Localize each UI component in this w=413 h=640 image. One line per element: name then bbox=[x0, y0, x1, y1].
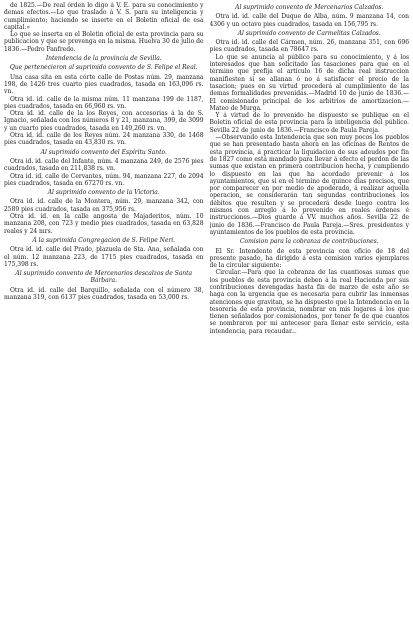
left-heading: Al suprimido convento de Mercenarios descalzos de Santa Bárbara. bbox=[15, 270, 193, 285]
columns bbox=[4, 2, 409, 638]
left-heading: Al suprimido convento de la Victoria. bbox=[47, 189, 160, 197]
left-heading: Á la suprimida Congregacion de S. Felipe Neri. bbox=[32, 236, 176, 244]
right-paragraph: Otra id. id. calle del Cármen, núm. 26, manzana 351, con 696 pies cuadrados, tasada en 78647 rs. bbox=[209, 39, 409, 54]
left-heading: Que pertenecieron al suprimido convento de S. Felipe el Real. bbox=[9, 64, 198, 72]
left-paragraph: Otra id. id. calle del Barquillo, señalada con el número 38, manzana 319, con 6137 pies cuadrados, tasada en 53,000 rs. bbox=[4, 286, 204, 301]
right-paragraph: Circular.—Para que la cobranza de las cuantiosas sumas que los pueblos de esta provincia deben á la real Hacienda por sus contribuciones devengadas hasta fin de marzo de este año se haga con la urgencia que es necesaria para cubrir las inmensas atenciones que gravitan, se ha dispuesto que la Intendencia en la tesorería de esta provincia, nombrar en mis lugares á los que tienen señalados por comisionados, por tener fe de que cuantos se nombraron por mi antecesor para llenar este servicio, esta intendencia, para recaudar... bbox=[209, 269, 409, 335]
right-heading: Comision para la cobranza de contribuciones. bbox=[239, 238, 379, 246]
left-paragraph: Una casa sita en esta córte calle de Postas núm. 29, manzana 198, de 1426 tres cuarto pies cuadrados, tasada en 163,096 rs. vn. bbox=[4, 73, 204, 96]
left-paragraph: Otra id. id. calle de Cervantes, núm. 94, manzana 227, de 2094 pies cuadrados, tasada en 67270 rs. vn. bbox=[4, 172, 204, 187]
left-heading: Al suprimido convento del Espíritu Santo. bbox=[40, 148, 167, 156]
left-paragraph: Otra id. id. en la calle angosta de Majaderitos, núm. 10 manzana 208, con 723 y medio pies cuadrados, tasada en 63,828 reales y 24 mrs. bbox=[4, 213, 204, 235]
right-paragraph: Otra id. id. calle del Duque de Alba, núm. 9 manzana 14, con 4306 y un octavo pies cuadrados, tasada en 156,795 rs. bbox=[209, 13, 409, 28]
left-paragraph: de 1825.—De real órden lo digo á V. E. para su conocimiento y demas efectos.—Lo que traslado á V. S. para su inteligencia y cumplimiento; haciendo se inserte en el Boletin oficial de esa capital.» bbox=[4, 2, 204, 31]
left-heading: Intendencia de la provincia de Sevilla. bbox=[45, 55, 162, 63]
left-column bbox=[4, 2, 204, 638]
left-paragraph: Otra id. id. calle del Infante, núm. 4 manzana 249, de 2576 pies cuadrados, tasada en 211,838 rs. vn. bbox=[4, 157, 204, 173]
left-paragraph: Otra id. id. calle de la Montera, núm. 29, manzana 342, con 2589 pies cuadrados, tasada en 375,956 rs. bbox=[4, 198, 204, 213]
left-paragraph: Otra id. id. calle de la misma núm. 11 manzana 199 de 1187, pies cuadrados, tasada en 66,960 rs. vn. bbox=[4, 95, 204, 110]
left-paragraph: Lo que se inserta en el Boletin oficial de esta provincia para su publicacion y que se prevenga en la misma. Huelva 30 de julio de 1836.—Pedro Panfredo. bbox=[4, 31, 204, 53]
left-paragraph: Otra id. id. calle del Prado, plazuela de Sta. Ana, señalada con el núm. 12 manzana 223, de 1715 pies cuadrados, tasada en 175,398 rs. bbox=[4, 246, 204, 268]
left-paragraph: Otra id. id. calle de los Reyes núm. 24 manzana 330, de 1468 pies cuadrados, tasada en 43,830 rs. vn. bbox=[4, 132, 204, 147]
right-heading: Al suprimido convento de Carmelitas Calzados. bbox=[237, 29, 381, 37]
right-paragraph: El Sr. Intendente de esta provincia con oficio de 18 del presente pasado, ha dirigido á esta comision varios ejemplares de la circular siguiente: bbox=[209, 247, 409, 270]
left-paragraph: Otra id. id. calle de la los Reyes, con accesorias á la de S. Ignacio, señalada con los números 8 y 21, manzana, 399, de 3099 y un cuarto pies cuadrados, tasada en 149,260 rs. vn. bbox=[4, 110, 204, 132]
right-column bbox=[210, 2, 410, 638]
right-paragraph: Y á virtud de lo prevenido he dispuesto se publique en el Boletin oficial de esta provincia para la inteligencia del público. Sevilla 22 de junio de 1836.—Francisco de Paula Pareja. bbox=[209, 112, 409, 134]
right-heading: Al suprimido convento de Mercenarios Calzados. bbox=[235, 4, 384, 11]
right-paragraph: Lo que se anuncia al público para su conocimiento, y á los interesados que han solicitado las tasaciones para que en el término que prefija el artículo 16 de dicha real instruccion manifiesten si se allanan ó no á satisfacer el precio de la tasacion; pues en su virtud procederá al cumplimiento de las demas formalidades prevenidas.—Madrid 10 de junio de 1836.—El comisionado principal de los arbitrios de amortizacion.—Mateo de Murga. bbox=[209, 53, 409, 112]
right-paragraph: —Observando esta Intendencia que son muy pocos los pueblos que se han presentado hasta ahora en las oficinas de Rentos de esta provincia, á practicar la liquidacion de sus adeudos por fin de 1827 como está mandado para llevar á efecto el perdon de las sumas que existan en primera contribucion hecha, y cumpliendo lo dispuesto en las que ha acordado prevenir á los ayuntamientos, que si en el término de quince dias precisos, que por comparecer en por medio de apoderado, á realizar aquella operacion, se considerarán tan segundas contribuciones los débitos que resulten y se procederá desde luego contra los mismos con arreglo á lo prevenido en reales órdenes é instrucciones.—Dios guarde á VV. muchos años. Sevilla 22 de junio de 1836.—Francisco de Paula Pareja.—Sres. presidentes y ayuntamientos de los pueblos de esta provincia. bbox=[209, 134, 409, 236]
